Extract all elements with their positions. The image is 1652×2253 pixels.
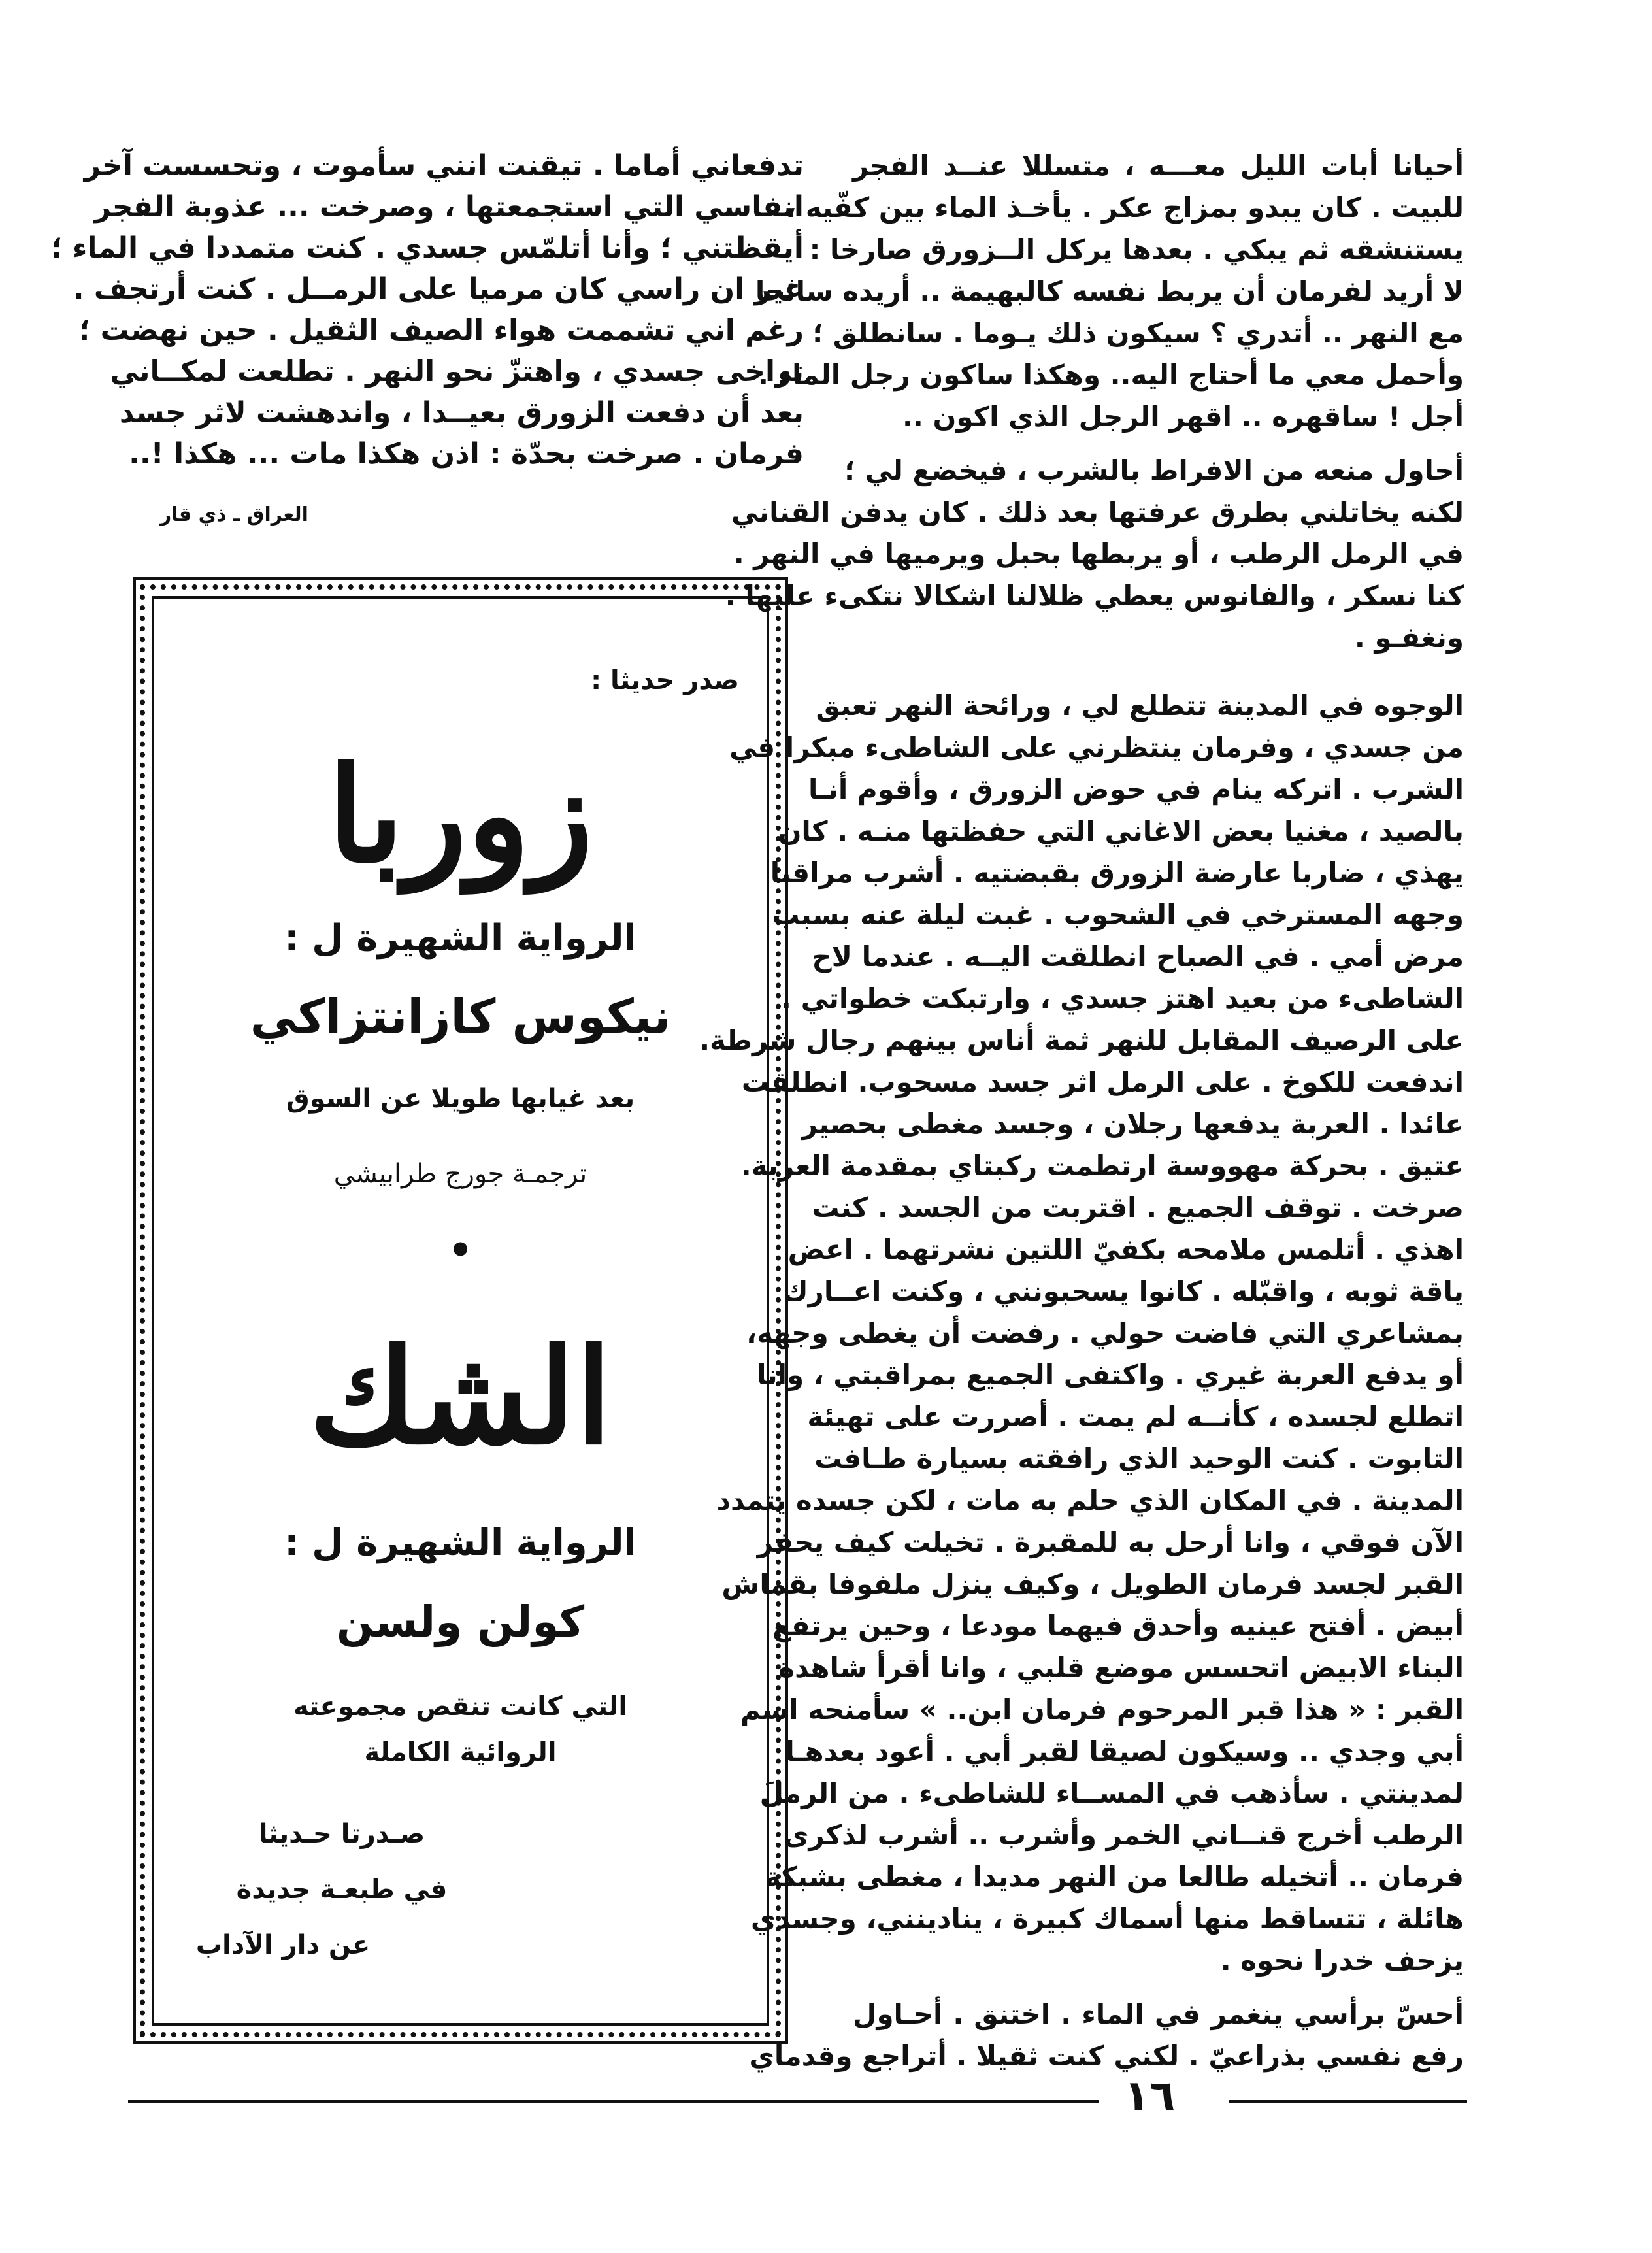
text-line: لا أريد لفرمان أن يربط نفسه كالبهيمة .. أريده سائحا — [755, 275, 1464, 307]
left-text-column — [51, 145, 804, 475]
book1-note: بعد غيابها طويلا عن السوق — [286, 1084, 635, 1114]
book-advertisement-box — [133, 577, 788, 2044]
text-line: اهذي . أتلمس ملامحه بكفيّ اللتين نشرتهما . اعض — [787, 1233, 1464, 1265]
text-line: هائلة ، تتساقط منها أسماك كبيرة ، ينادينني، وجسدي — [750, 1903, 1464, 1935]
text-line: على الرصيف المقابل للنهر ثمة أناس بينهم رجال شرطة. — [699, 1024, 1464, 1056]
text-line: ياقة ثوبه ، واقبّله . كانوا يسحبونني ، وكنت اعــارك — [783, 1275, 1464, 1307]
text-line: أحاول منعه من الافراط بالشرب ، فيخضع لي ؛ — [844, 454, 1464, 486]
text-line: لكنه يخاتلني بطرق عرفتها بعد ذلك . كان يدفن القناني — [731, 496, 1464, 528]
ad-heading: صدر حديثا : — [591, 665, 739, 695]
text-line: أبي وجدي .. وسيكون لصيقا لقبر أبي . أعود بعدهـا — [785, 1735, 1464, 1767]
text-line: أجل ! ساقهره .. اقهر الرجل الذي اكون .. — [902, 401, 1464, 433]
book1-title: زوربا — [327, 739, 593, 892]
text-line: من جسدي ، وفرمان ينتظرني على الشاطىء مبكرا في — [729, 731, 1464, 763]
text-line: بعد أن دفعت الزورق بعيــدا ، واندهشت لاثر جسد — [119, 396, 804, 429]
author-location-signature: العراق ـ ذي قار — [160, 503, 308, 526]
text-line: أيقظتني ؛ وأنا أتلمّس جسدي . كنت متمددا في الماء ؛ — [51, 231, 804, 265]
book2-intro: الرواية الشهيرة ل : — [284, 1522, 636, 1564]
paragraph — [755, 145, 1464, 438]
closing-line-3: عن دار الآداب — [195, 1930, 371, 1960]
text-line: ونغفـو . — [1354, 622, 1464, 654]
text-line: صرخت . توقف الجميع . اقتربت من الجسد . كنت — [812, 1192, 1464, 1224]
closing-line-1: صـدرتا حـديثا — [258, 1819, 425, 1849]
text-line: مرض أمي . في الصباح انطلقت اليــه . عندما لاح — [812, 941, 1464, 973]
text-line: للبيت . كان يبدو بمزاج عكر . يأخـذ الماء بين كفّيه ، — [785, 192, 1464, 224]
text-line: بمشاعري التي فاضت حولي . رفضت أن يغطى وجهه، — [746, 1317, 1464, 1349]
text-line: كنا نسكر ، والفانوس يعطي ظلالنا اشكالا نتكىء عليها . — [725, 580, 1464, 612]
text-line: وأحمل معي ما أحتاج اليه.. وهكذا ساكون رجل الماء . — [758, 359, 1464, 391]
text-line: تراخى جسدي ، واهتزّ نحو النهر . تطلعت لمكــاني — [110, 355, 804, 388]
text-line: فرمان . صرخت بحدّة : اذن هكذا مات ... هكذا !.. — [129, 437, 804, 471]
footer-rule-right — [1229, 2100, 1467, 2103]
text-line: الوجوه في المدينة تتطلع لي ، ورائحة النهر تعبق — [816, 690, 1464, 722]
text-line: أو يدفع العربة غيري . واكتفى الجميع بمراقبتي ، وانا — [757, 1359, 1464, 1391]
text-line: رغم اني تشممت هواء الصيف الثقيل . حين نهضت ؛ — [78, 314, 804, 347]
book2-author: كولن ولسن — [336, 1597, 585, 1647]
text-line: وجهه المسترخي في الشحوب . غبت ليلة عنه بسبب — [772, 899, 1464, 931]
text-line: اتطلع لجسده ، كأنــه لم يمت . أصررت على تهيئة — [807, 1401, 1464, 1433]
text-line: بالصيد ، مغنيا بعض الاغاني التي حفظتها منـه . كان — [778, 815, 1464, 847]
text-line: يستنشقه ثم يبكي . بعدها يركل الــزورق صارخا : — [809, 233, 1464, 265]
book1-author: نيكوس كازانتزاكي — [250, 989, 671, 1044]
text-line: أحيانا أبات الليل معـــه ، متسللا عنــد الفجر — [853, 150, 1464, 182]
text-line: أبيض . أفتح عينيه وأحدق فيهما مودعا ، وحين يرتفع — [772, 1610, 1464, 1642]
page-number: ١٦ — [1124, 2072, 1176, 2120]
text-line: التابوت . كنت الوحيد الذي رافقته بسيارة طـافت — [814, 1443, 1464, 1475]
text-line: اندفعت للكوخ . على الرمل اثر جسد مسحوب. انطلقت — [741, 1066, 1464, 1098]
book1-translator: ترجمـة جورج طرابيشي — [333, 1159, 587, 1189]
right-text-column — [699, 145, 1464, 2089]
text-line: المدينة . في المكان الذي حلم به مات ، لكن جسده يتمدد — [716, 1484, 1464, 1516]
book2-title: الشك — [308, 1320, 612, 1474]
separator-dot: • — [448, 1227, 473, 1273]
text-line: يهذي ، ضاربا عارضة الزورق بقبضتيه . أشرب مراقبا — [770, 857, 1464, 889]
text-line: الشاطىء من بعيد اهتز جسدي ، وارتبكت خطواتي . — [781, 982, 1464, 1014]
text-line: في الرمل الرطب ، أو يربطها بحبل ويرميها في النهر . — [733, 538, 1464, 570]
text-line: مع النهر .. أتدري ؟ سيكون ذلك يـوما . سانطلق ؛ — [812, 317, 1464, 349]
text-line: انفاسي التي استجمعتها ، وصرخت ... عذوبة الفجر — [94, 190, 804, 224]
text-line: القبر لجسد فرمان الطويل ، وكيف ينزل ملفوفا بقماش — [721, 1568, 1464, 1600]
text-line: الآن فوقي ، وانا أرحل به للمقبرة . تخيلت كيف يحفر — [757, 1526, 1464, 1558]
paragraph — [699, 685, 1464, 1982]
footer-rule-left — [128, 2100, 1099, 2103]
book2-note-1: التي كانت تنقص مجموعته — [293, 1692, 628, 1722]
paragraph — [725, 450, 1464, 659]
text-line: عتيق . بحركة مهووسة ارتطمت ركبتاي بمقدمة العربة. — [740, 1150, 1464, 1182]
text-line: الرطب أخرج قنــاني الخمر وأشرب .. أشرب لذكرى — [784, 1819, 1464, 1851]
text-line: غير ان راسي كان مرميا على الرمــل . كنت أرتجف . — [73, 273, 804, 306]
text-line: يزحف خدرا نحوه . — [1220, 1944, 1464, 1977]
book1-intro: الرواية الشهيرة ل : — [284, 917, 636, 960]
paragraph — [749, 1994, 1464, 2077]
text-line: فرمان .. أتخيله طالعا من النهر مديدا ، مغطى بشبكة — [765, 1861, 1464, 1893]
text-line: الشرب . اتركه ينام في حوض الزورق ، وأقوم أنـا — [808, 773, 1464, 805]
text-line: البناء الابيض اتحسس موضع قلبي ، وانا أقرأ شاهدة — [778, 1652, 1464, 1684]
closing-line-2: في طبعـة جديدة — [236, 1875, 448, 1905]
text-line: رفع نفسي بذراعيّ . لكني كنت ثقيلا . أتراجع وقدماي — [749, 2040, 1464, 2072]
text-line: القبر : « هذا قبر المرحوم فرمان ابن.. » سأمنحه اسم — [740, 1694, 1464, 1726]
text-line: لمدينتي . سأذهب في المســاء للشاطىء . من الرملَ — [759, 1777, 1464, 1809]
text-line: عائدا . العربة يدفعها رجلان ، وجسد مغطى بحصير — [801, 1108, 1464, 1140]
text-line: تدفعاني أماما . تيقنت انني سأموت ، وتحسست آخر — [84, 149, 804, 182]
book2-note-2: الروائية الكاملة — [364, 1737, 557, 1767]
text-line: أحسّ برأسي ينغمر في الماء . اختنق . أحـاول — [853, 1998, 1464, 2030]
